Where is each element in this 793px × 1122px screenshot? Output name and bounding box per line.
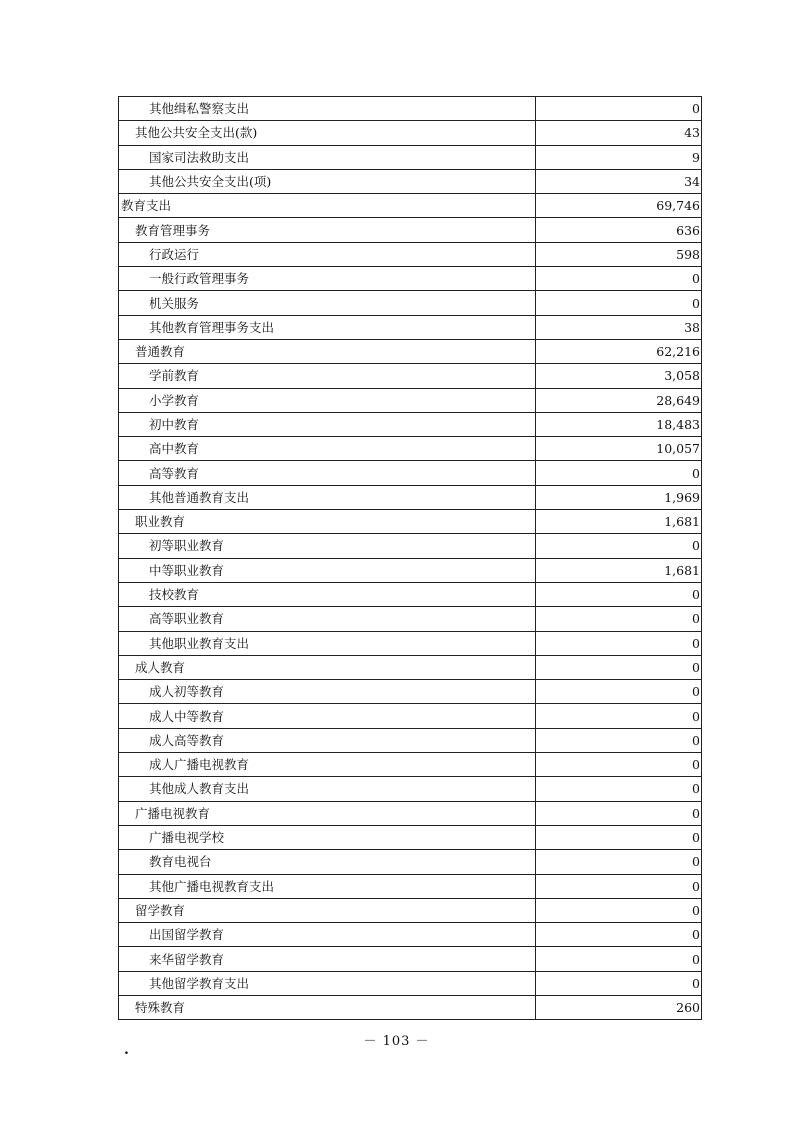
row-value: 69,746 [536,194,702,218]
row-value: 636 [536,218,702,242]
row-label: 行政运行 [119,242,536,266]
row-value: 0 [536,267,702,291]
row-label: 成人教育 [119,655,536,679]
row-value: 0 [536,607,702,631]
row-label: 其他成人教育支出 [119,777,536,801]
row-value: 0 [536,898,702,922]
row-value: 0 [536,801,702,825]
row-value: 28,649 [536,388,702,412]
table-row [119,315,702,339]
row-value: 43 [536,121,702,145]
row-value: 0 [536,680,702,704]
table-row [119,607,702,631]
row-label: 职业教育 [119,510,536,534]
row-label: 国家司法救助支出 [119,145,536,169]
row-value: 3,058 [536,364,702,388]
row-value: 0 [536,874,702,898]
table-row [119,437,702,461]
row-value: 62,216 [536,339,702,363]
row-value: 598 [536,242,702,266]
row-label: 成人高等教育 [119,728,536,752]
row-value: 0 [536,704,702,728]
table-row [119,680,702,704]
table-row [119,947,702,971]
row-label: 广播电视教育 [119,801,536,825]
table-row [119,874,702,898]
table-row [119,412,702,436]
row-label: 其他缉私警察支出 [119,97,536,121]
row-value: 0 [536,753,702,777]
table-row [119,169,702,193]
row-label: 其他留学教育支出 [119,971,536,995]
table-row [119,801,702,825]
row-label: 其他公共安全支出(项) [119,169,536,193]
row-value: 0 [536,728,702,752]
table-row [119,534,702,558]
row-label: 特殊教育 [119,995,536,1019]
row-value: 1,681 [536,510,702,534]
row-value: 0 [536,631,702,655]
row-label: 机关服务 [119,291,536,315]
row-value: 0 [536,947,702,971]
row-value: 0 [536,655,702,679]
row-label: 小学教育 [119,388,536,412]
budget-table-container [118,96,700,1020]
table-row [119,753,702,777]
table-row [119,850,702,874]
row-value: 1,969 [536,485,702,509]
table-row [119,898,702,922]
table-row [119,242,702,266]
row-value: 0 [536,923,702,947]
row-label: 来华留学教育 [119,947,536,971]
footer-mark: . [124,1042,129,1058]
row-value: 0 [536,777,702,801]
row-value: 0 [536,825,702,849]
table-row [119,267,702,291]
table-row [119,655,702,679]
row-label: 成人广播电视教育 [119,753,536,777]
row-value: 0 [536,97,702,121]
table-row [119,558,702,582]
table-row [119,485,702,509]
table-row [119,971,702,995]
row-label: 成人初等教育 [119,680,536,704]
row-label: 其他公共安全支出(款) [119,121,536,145]
row-value: 34 [536,169,702,193]
row-label: 一般行政管理事务 [119,267,536,291]
table-row [119,923,702,947]
table-row [119,704,702,728]
row-label: 学前教育 [119,364,536,388]
table-row [119,510,702,534]
row-label: 初等职业教育 [119,534,536,558]
row-label: 普通教育 [119,339,536,363]
row-label: 教育管理事务 [119,218,536,242]
row-label: 中等职业教育 [119,558,536,582]
row-label: 教育支出 [119,194,536,218]
row-value: 0 [536,850,702,874]
row-value: 0 [536,582,702,606]
table-row [119,339,702,363]
row-label: 教育电视台 [119,850,536,874]
row-value: 10,057 [536,437,702,461]
table-row [119,777,702,801]
row-value: 0 [536,534,702,558]
table-row [119,388,702,412]
row-label: 广播电视学校 [119,825,536,849]
row-label: 初中教育 [119,412,536,436]
table-row [119,194,702,218]
table-row [119,218,702,242]
row-label: 成人中等教育 [119,704,536,728]
table-row [119,145,702,169]
expenditure-table [118,96,702,1020]
table-row [119,995,702,1019]
row-value: 260 [536,995,702,1019]
row-label: 其他广播电视教育支出 [119,874,536,898]
table-row [119,97,702,121]
row-value: 0 [536,291,702,315]
table-row [119,825,702,849]
table-row [119,461,702,485]
row-value: 38 [536,315,702,339]
table-row [119,291,702,315]
table-row [119,364,702,388]
row-value: 1,681 [536,558,702,582]
row-value: 18,483 [536,412,702,436]
row-label: 技校教育 [119,582,536,606]
row-label: 高中教育 [119,437,536,461]
table-row [119,631,702,655]
row-value: 9 [536,145,702,169]
table-body [119,97,702,1020]
row-label: 高等职业教育 [119,607,536,631]
table-row [119,582,702,606]
row-label: 留学教育 [119,898,536,922]
table-row [119,728,702,752]
row-label: 出国留学教育 [119,923,536,947]
row-value: 0 [536,971,702,995]
table-row [119,121,702,145]
row-value: 0 [536,461,702,485]
row-label: 其他普通教育支出 [119,485,536,509]
row-label: 其他职业教育支出 [119,631,536,655]
page-number: － 103 － [363,1034,430,1049]
row-label: 其他教育管理事务支出 [119,315,536,339]
row-label: 高等教育 [119,461,536,485]
